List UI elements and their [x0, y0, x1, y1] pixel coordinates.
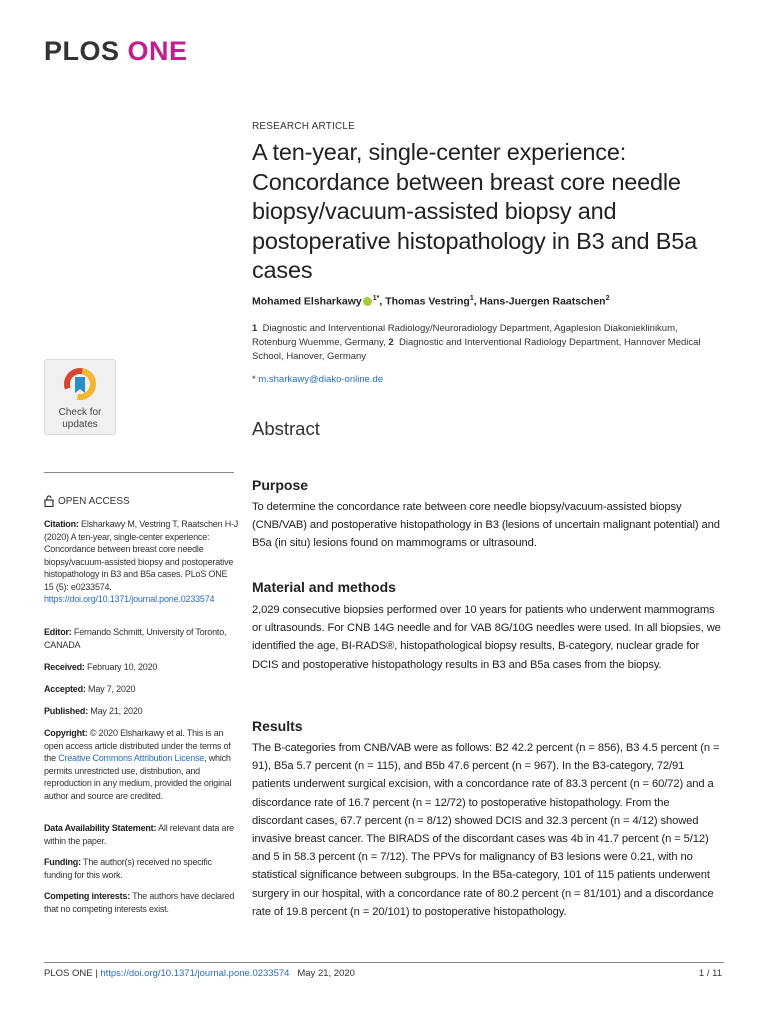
section-heading-results: Results	[252, 718, 303, 734]
logo-plos: PLOS	[44, 36, 120, 66]
orcid-icon[interactable]	[363, 297, 372, 306]
footer-citation: PLOS ONE | https://doi.org/10.1371/journal.pone.0233574 May 21, 2020	[44, 968, 355, 979]
corresponding-email: * m.sharkawy@diako-online.de	[252, 374, 384, 385]
received-block: Received: February 10, 2020	[44, 662, 158, 672]
editor-block: Editor: Fernando Schmitt, University of Toronto, CANADA	[44, 627, 227, 650]
citation-doi-link[interactable]: https://doi.org/10.1371/journal.pone.0233574	[44, 594, 215, 604]
accepted-block: Accepted: May 7, 2020	[44, 684, 136, 694]
author-1[interactable]: Mohamed Elsharkawy	[252, 295, 362, 308]
badge-line1: Check for	[58, 407, 102, 418]
page-number: 1 / 11	[698, 968, 722, 979]
open-access-label: OPEN ACCESS	[58, 495, 130, 507]
affiliations: 1 Diagnostic and Interventional Radiology/Neuroradiology Department, Agaplesion Diakonieklinikum, Rotenburg Wuemme, Germany, 2 Diagnostic and Interventional Radiology Department, Hannover Medical School, Hanover, Germany	[252, 323, 701, 362]
section-heading-purpose: Purpose	[252, 477, 309, 493]
footer-divider	[44, 962, 724, 963]
section-heading-methods: Material and methods	[252, 579, 396, 595]
copyright-block: Copyright: © 2020 Elsharkawy et al. This is an open access article distributed under the terms of the Creative Commons Attribution License, which permits unrestricted use, distribution, and reproduction in any medium, provided the original author and source are credited.	[44, 728, 232, 801]
license-link[interactable]: Creative Commons Attribution License	[58, 753, 205, 763]
logo-one: ONE	[127, 36, 188, 66]
published-block: Published: May 21, 2020	[44, 706, 143, 716]
footer-date: May 21, 2020	[297, 968, 355, 979]
open-lock-icon	[44, 495, 54, 507]
data-availability-block: Data Availability Statement: All relevant data are within the paper.	[44, 823, 234, 846]
sidebar-divider	[44, 472, 234, 473]
open-access	[44, 495, 130, 507]
author-3[interactable]: , Hans-Juergen Raatschen	[473, 295, 606, 308]
footer-doi-link[interactable]: https://doi.org/10.1371/journal.pone.0233574	[100, 968, 290, 979]
section-text-purpose: To determine the concordance rate between core needle biopsy/vacuum-assisted biopsy (CNB/VAB) and postoperative histopathology in B3 (lesions of uncertain malignant potential) and B5a (in situ) lesions found on mammograms or ultrasound.	[252, 501, 720, 550]
article-title: A ten-year, single-center experience: Concordance between breast core needle biopsy/vacuum-assisted biopsy and postoperative histopathology in B3 and B5a cases	[252, 139, 697, 283]
email-link[interactable]: m.sharkawy@diako-online.de	[258, 374, 384, 385]
check-for-updates-badge[interactable]	[44, 359, 116, 435]
author-list: Mohamed Elsharkawy $^{1*}$, Thomas Vestring$^1$, Hans-Juergen Raatschen$^2$	[252, 295, 610, 308]
author-2[interactable]: , Thomas Vestring	[379, 295, 470, 308]
citation-block: Citation: Elsharkawy M, Vestring T, Raatschen H-J (2020) A ten-year, single-center experience: Concordance between breast core needle biopsy/vacuum-assisted biopsy and postoperative histopathology in B3 and B5a cases. PLoS ONE 15 (5): e0233574. https://doi.org/10.1371/journal.pone.0233574	[44, 519, 239, 604]
section-text-methods: 2,029 consecutive biopsies performed over 10 years for patients who underwent mammograms or ultrasounds. For CNB 14G needle and for VAB 8G/10G needles were used. In all biopsies, we identified the age, BI-RADS®, histopathological biopsy results, B-category, nuclear grade for DCIS and postoperative histopathology results in B3 and B5a cases from the biopsy.	[252, 604, 721, 671]
section-text-results: The B-categories from CNB/VAB were as follows: B2 42.2 percent (n = 856), B3 4.5 percent (n = 91), B5a 5.7 percent (n = 115), and B5b 47.6 percent (n = 967). In the B3-category, 72/91 patients underwent surgical excision, with a concordance rate of 83.3 percent (n = 60/72) and a discordance rate of 16.7 percent (n = 12/72) to postoperative histopathology. From the discordant cases, 67.7 percent (n = 8/12) showed DCIS and 32.3 percent (n = 4/12) showed invasive breast cancer. The BIRADS of the discordant cases was 4b in 41.7 percent (n = 5/12) and 5 in 58.3 percent (n = 7/12). The PPVs for malignancy of B3 lesions were 0.21, with no statistical significance between subgroups. In the B5a-category, 101 of 115 patients underwent surgery in our hospital, with a concordance rate of 80.2 percent (n = 81/101) and a discordance rate of 19.8 percent (n = 20/101) to postoperative histopathology.	[252, 742, 720, 918]
badge-line2: updates	[62, 419, 98, 430]
journal-logo	[44, 36, 188, 67]
funding-block: Funding: The author(s) received no specific funding for this work.	[44, 857, 212, 880]
bookmark-ring-icon	[63, 367, 97, 401]
article-type: RESEARCH ARTICLE	[252, 121, 356, 132]
abstract-heading: Abstract	[252, 418, 320, 439]
competing-interests-block: Competing interests: The authors have declared that no competing interests exist.	[44, 891, 235, 914]
